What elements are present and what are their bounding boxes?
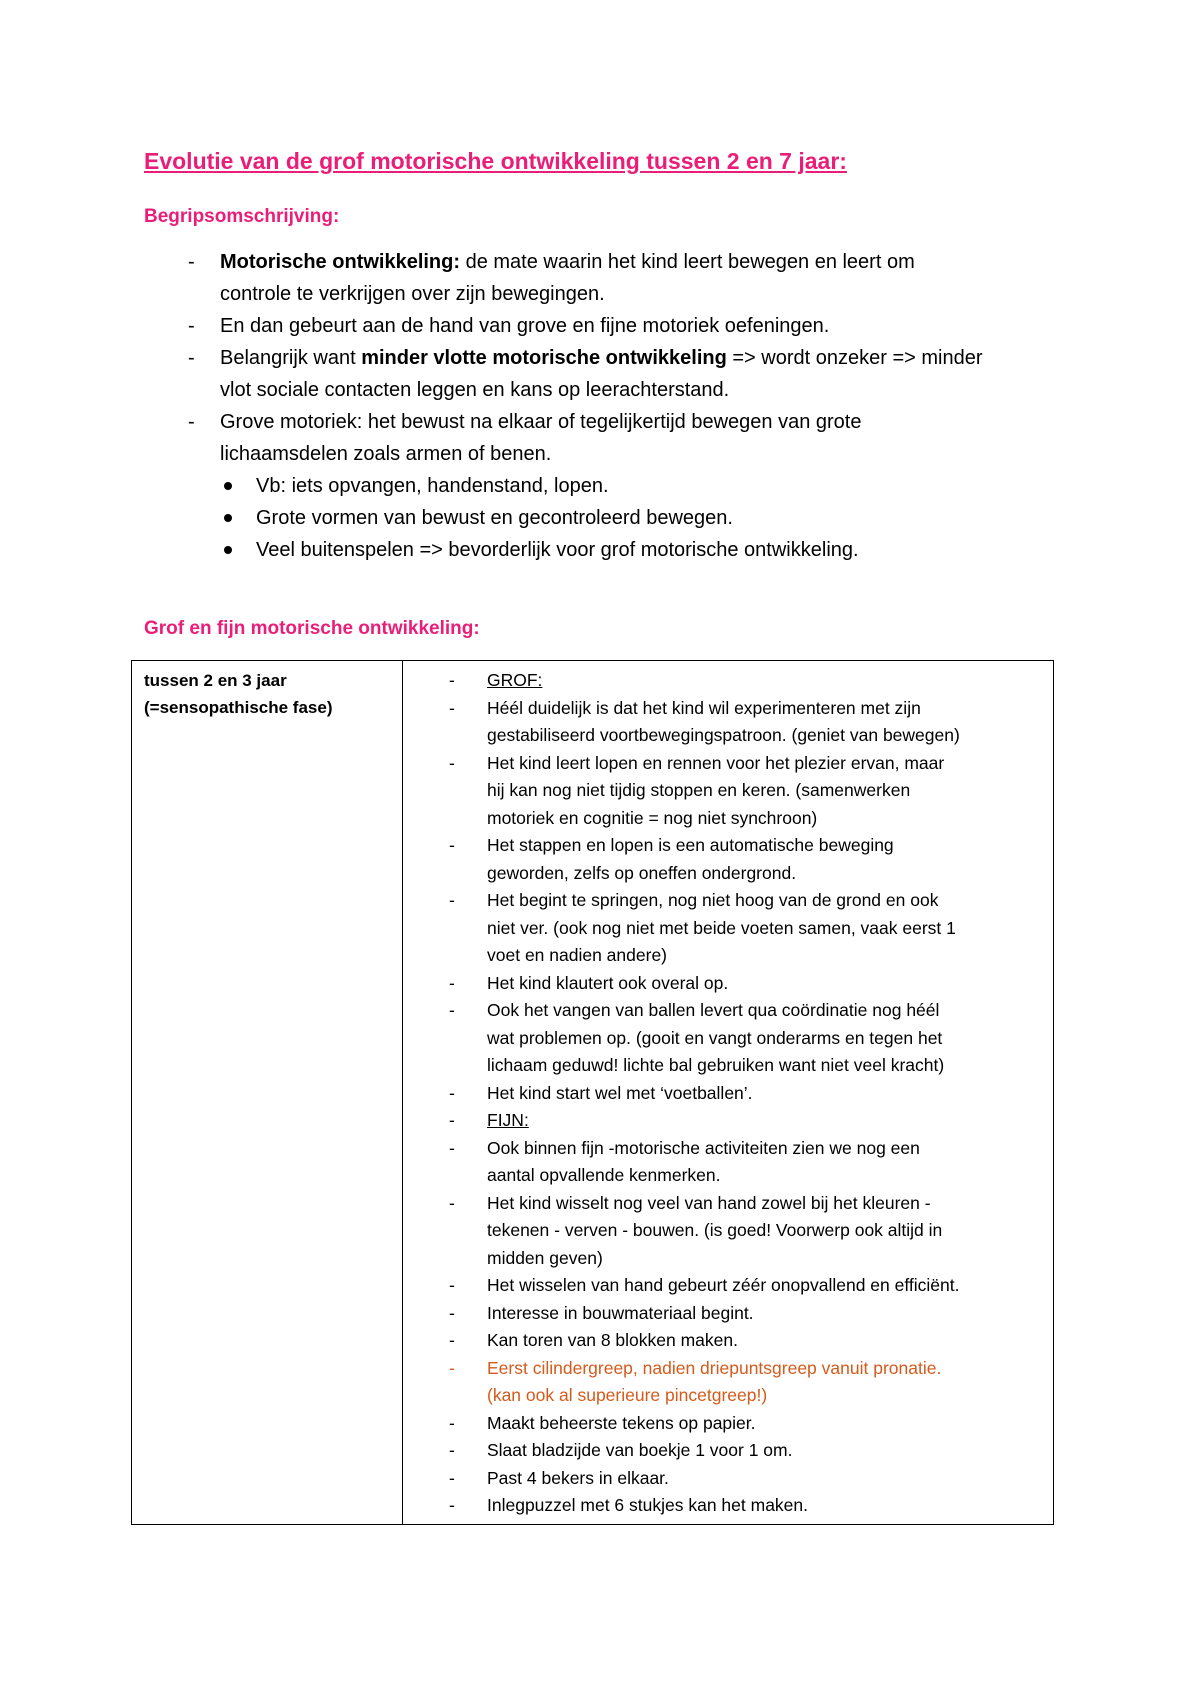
list-item: - Het kind start wel met ‘voetballen’. [449, 1082, 753, 1103]
list-item: - FIJN: [449, 1110, 529, 1130]
bullet-item [144, 502, 1074, 534]
list-item-text: Het kind leert lopen en rennen voor het plezier ervan, maar [487, 752, 945, 773]
list-item-text: de mate waarin het kind leert bewegen en leert om [460, 251, 915, 273]
list-item-text: voet en nadien andere) [487, 945, 667, 965]
list-item-text: => wordt onzeker => minder [726, 347, 983, 369]
list-item-text: hij kan nog niet tijdig stoppen en keren. (samenwerken [487, 780, 911, 800]
list-item-text: Inlegpuzzel met 6 stukjes kan het maken. [487, 1495, 809, 1515]
list-item-text: gestabiliseerd voortbewegingspatroon. (geniet van bewegen) [487, 725, 960, 745]
list-item [144, 246, 1074, 310]
list-item-text: Interesse in bouwmateriaal begint. [487, 1302, 754, 1323]
list-item: - Het wisselen van hand gebeurt zéér onopvallend en efficiënt. [449, 1275, 960, 1295]
list-item [144, 342, 1074, 406]
list-item: - Kan toren van 8 blokken maken. [449, 1330, 738, 1350]
section-heading-grof-fijn: Grof en fijn motorische ontwikkeling: [144, 618, 480, 639]
list-item-text: motoriek en cognitie = nog niet synchroon) [487, 807, 818, 828]
list-item-text: Héél duidelijk is dat het kind wil experimenteren met zijn [487, 697, 921, 718]
phase-name: (=sensopathische fase) [144, 698, 333, 717]
table-row [132, 661, 1054, 1525]
bullet-dot-icon [224, 482, 232, 490]
list-item-text: lichaamsdelen zoals armen of benen. [220, 443, 552, 465]
dash-bullet: - [188, 315, 195, 337]
bullet-item [144, 470, 1074, 502]
section-heading-begrip: Begripsomschrijving: [144, 206, 340, 227]
list-item: - Ook binnen fijn -motorische activiteiten zien we nog een aantal opvallende kenmerken. [449, 1137, 920, 1185]
list-item-text: controle te verkrijgen over zijn bewegingen. [220, 283, 605, 305]
list-item-text: lichaam geduwd! lichte bal gebruiken want niet veel kracht) [487, 1055, 945, 1075]
age-range: tussen 2 en 3 jaar [144, 671, 287, 690]
list-item-text: (kan ook al superieure pincetgreep!) [487, 1385, 768, 1405]
dash-bullet: - [188, 347, 195, 369]
list-item-text: Ook het vangen van ballen levert qua coördinatie nog héél [487, 1000, 940, 1020]
list-item-text: Het wisselen van hand gebeurt zéér onopvallend en efficiënt. [487, 1275, 960, 1295]
list-item: - Slaat bladzijde van boekje 1 voor 1 om. [449, 1440, 793, 1460]
list-item-text: aantal opvallende kenmerken. [487, 1165, 721, 1185]
list-item: - Het kind leert lopen en rennen voor het plezier ervan, maar hij kan nog niet tijdig stoppen en keren. (samenwerken motoriek en cognitie = nog niet synchroon) [449, 752, 945, 828]
list-item-text: Het stappen en lopen is een automatische beweging [487, 835, 894, 855]
bullet-dot-icon [224, 514, 232, 522]
definition-list [144, 246, 1074, 470]
list-item-text: Het kind start wel met ‘voetballen’. [487, 1082, 753, 1103]
list-item: - Interesse in bouwmateriaal begint. [449, 1302, 754, 1323]
list-item-text: midden geven) [487, 1247, 603, 1268]
list-item: - Maakt beheerste tekens op papier. [449, 1412, 756, 1433]
list-item: - Het kind klautert ook overal op. [449, 972, 729, 993]
list-item-text: Grove motoriek: het bewust na elkaar of tegelijkertijd bewegen van grote [220, 411, 862, 433]
bullet-item [144, 534, 1074, 566]
subheading-fijn: FIJN: [487, 1110, 529, 1130]
list-item: - Ook het vangen van ballen levert qua coördinatie nog héél wat problemen op. (gooit en vangt onderarms en tegen het lichaam geduwd! lichte bal gebruiken want niet veel kracht) [449, 1000, 945, 1075]
content-cell [403, 661, 1054, 1525]
list-item-text: Past 4 bekers in elkaar. [487, 1467, 669, 1488]
bullet-text: Vb: iets opvangen, handenstand, lopen. [256, 475, 609, 497]
bullet-dot-icon [224, 546, 232, 554]
dash-bullet: - [188, 411, 195, 433]
list-item [144, 406, 1074, 470]
list-item: - Het kind wisselt nog veel van hand zowel bij het kleuren - tekenen - verven - bouwen. (is goed! Voorwerp ook altijd in midden geven) [449, 1192, 943, 1268]
list-item-text: geworden, zelfs op oneffen ondergrond. [487, 862, 797, 883]
list-item: - Inlegpuzzel met 6 stukjes kan het maken. [449, 1495, 809, 1515]
list-item-text: Belangrijk want [220, 347, 362, 369]
list-item: - Het stappen en lopen is een automatische beweging geworden, zelfs op oneffen ondergrond. [449, 835, 894, 883]
list-item-text: Eerst cilindergreep, nadien driepuntsgreep vanuit pronatie. [487, 1357, 942, 1378]
list-item-text: tekenen - verven - bouwen. (is goed! Voorwerp ook altijd in [487, 1220, 943, 1240]
list-item: - Past 4 bekers in elkaar. [449, 1467, 669, 1488]
bullet-text: Veel buitenspelen => bevorderlijk voor grof motorische ontwikkeling. [256, 539, 859, 561]
development-table [131, 660, 1054, 1525]
list-item-text: Het kind klautert ook overal op. [487, 972, 729, 993]
list-item-highlighted: - Eerst cilindergreep, nadien driepuntsgreep vanuit pronatie. (kan ook al superieure pincetgreep!) [449, 1357, 942, 1405]
list-item-text: Slaat bladzijde van boekje 1 voor 1 om. [487, 1440, 793, 1460]
list-item: - Het begint te springen, nog niet hoog van de grond en ook niet ver. (ook nog niet met beide voeten samen, vaak eerst 1 voet en nadien andere) [449, 890, 956, 965]
term-bold: Motorische ontwikkeling: [220, 251, 461, 273]
list-item-text: Het kind wisselt nog veel van hand zowel bij het kleuren - [487, 1192, 931, 1213]
list-item-text: Het begint te springen, nog niet hoog van de grond en ook [487, 890, 939, 910]
list-item-text: Maakt beheerste tekens op papier. [487, 1412, 756, 1433]
list-item [144, 310, 1074, 342]
list-item-text: vlot sociale contacten leggen en kans op leerachterstand. [220, 379, 730, 401]
list-item-text: En dan gebeurt aan de hand van grove en fijne motoriek oefeningen. [220, 315, 830, 337]
list-item: - Héél duidelijk is dat het kind wil experimenteren met zijn gestabiliseerd voortbewegingspatroon. (geniet van bewegen) [449, 697, 960, 745]
dash-bullet: - [188, 251, 195, 273]
document-title: Evolutie van de grof motorische ontwikkeling tussen 2 en 7 jaar: [144, 148, 847, 174]
list-item-text: niet ver. (ook nog niet met beide voeten samen, vaak eerst 1 [487, 917, 956, 938]
bullet-list [144, 470, 1074, 566]
list-item-text: wat problemen op. (gooit en vangt onderarms en tegen het [487, 1027, 943, 1048]
term-bold: minder vlotte motorische ontwikkeling [361, 347, 727, 369]
list-item: - GROF: [449, 670, 543, 690]
subheading-grof: GROF: [487, 670, 543, 690]
list-item-text: Kan toren van 8 blokken maken. [487, 1330, 738, 1350]
list-item-text: Ook binnen fijn -motorische activiteiten zien we nog een [487, 1137, 920, 1158]
bullet-text: Grote vormen van bewust en gecontroleerd bewegen. [256, 507, 733, 529]
age-cell [132, 661, 403, 1525]
